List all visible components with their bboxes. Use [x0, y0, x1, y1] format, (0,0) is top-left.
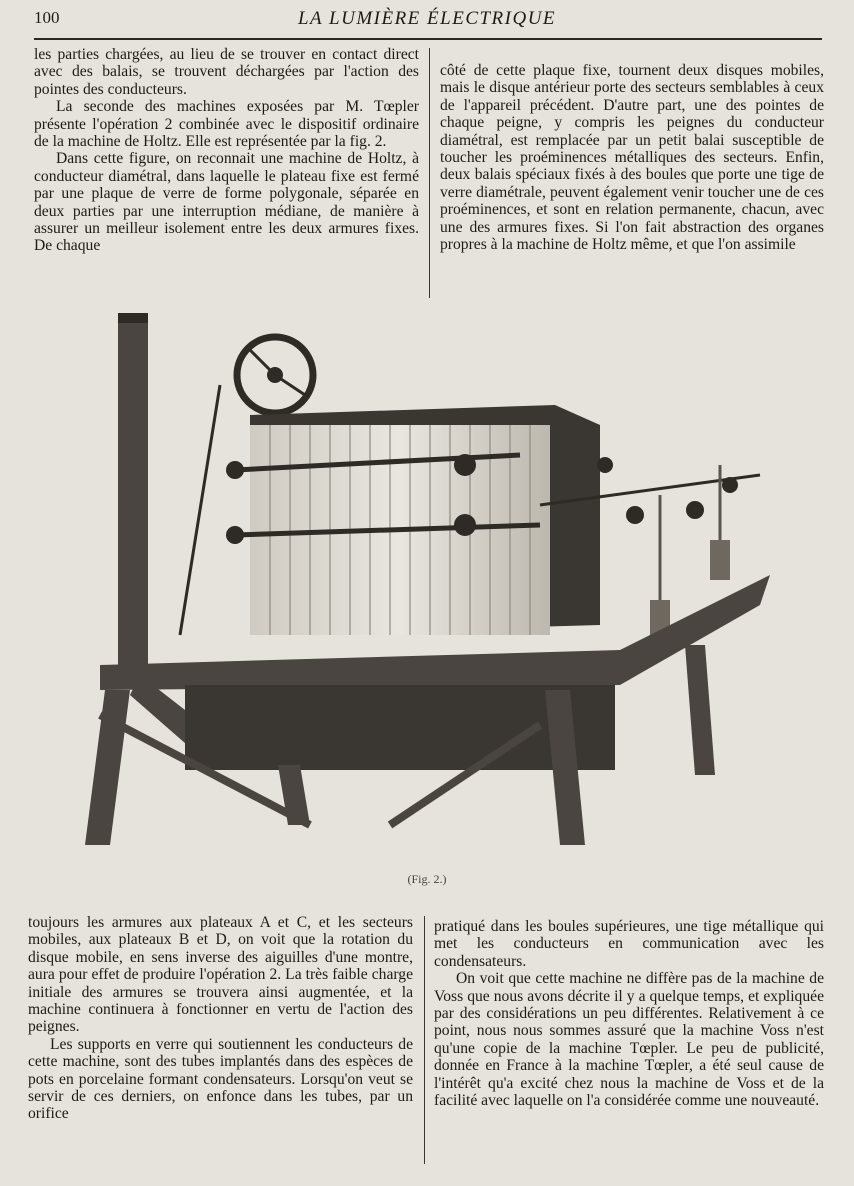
paragraph: côté de cette plaque fixe, tournent deux disques mobiles, mais le disque antérieur porte des secteurs semblables à ceux de l'appareil précédent. D'autre part, une des pointes de chaque peigne, y compris les peignes du conducteur diamétral, est remplacée par un petit balai susceptible de toucher les proéminences métalliques des secteurs. Enfin, deux balais spéciaux fixés à des boules que porte une tige de verre diamétrale, peuvent également venir toucher une de ces proéminences, et sont en relation permanente, chacun, avec une des armures fixes. Si l'on fait abstraction des organes propres à la machine de Holtz même, et que l'on assimile	[440, 62, 824, 254]
header-rule	[34, 38, 822, 40]
paragraph: Dans cette figure, on reconnait une machine de Holtz, à conducteur diamétral, dans laquelle le plateau fixe est fermé par une plaque de verre de forme polygonale, séparée en deux parties par une interruption médiane, de manière à assurer un meilleur isolement entre les deux armures fixes. De chaque	[34, 150, 419, 255]
paragraph: les parties chargées, au lieu de se trouver en contact direct avec des balais, se trouvent déchargées par l'action des pointes des conducteurs.	[34, 46, 419, 98]
page-number: 100	[34, 8, 60, 27]
top-left-column	[34, 46, 419, 302]
column-divider	[429, 48, 430, 298]
bottom-right-column	[434, 918, 824, 1168]
paragraph: toujours les armures aux plateaux A et C, et les secteurs mobiles, aux plateaux B et D, on voit que la rotation du disque mobile, en sens inverse des aiguilles d'une montre, aura pour effet de produire l'opération 2. La très faible charge initiale des armures se trouvera ainsi augmentée, et la machine continuera à fonctionner en vertu de l'action des peignes.	[28, 914, 413, 1036]
figure-caption: (Fig. 2.)	[407, 872, 447, 886]
top-right-column	[440, 62, 824, 302]
paragraph: pratiqué dans les boules supérieures, une tige métallique qui met les conducteurs en communication avec les condensateurs.	[434, 918, 824, 970]
paragraph: On voit que cette machine ne diffère pas de la machine de Voss que nous avons décrite il y a quelque temps, et expliquée par des considérations un peu différentes. Relativement à ce point, nous nous sommes assuré que la machine Voss n'est qu'une copie de la machine Tœpler. Le peu de publicité, donnée en France à la machine Tœpler, a été seul cause de l'intérêt qu'a excité chez nous la machine de Voss et de la facilité avec laquelle on l'a considérée comme une nouveauté.	[434, 970, 824, 1110]
paragraph: La seconde des machines exposées par M. Tœpler présente l'opération 2 combinée avec le dispositif ordinaire de la machine de Holtz. Elle est représentée par la fig. 2.	[34, 98, 419, 151]
column-divider	[424, 916, 425, 1164]
electrostatic-machine-engraving	[60, 305, 800, 865]
paragraph: Les supports en verre qui soutiennent les conducteurs de cette machine, sont des tubes implantés dans des espèces de pots en porcelaine formant condensateurs. Lorsqu'on veut se servir de ces derniers, on enfonce dans les tubes, par un orifice	[28, 1035, 413, 1123]
figure-machine-illustration	[60, 305, 800, 865]
bottom-left-column	[28, 914, 413, 1172]
journal-title: LA LUMIÈRE ÉLECTRIQUE	[297, 8, 557, 29]
